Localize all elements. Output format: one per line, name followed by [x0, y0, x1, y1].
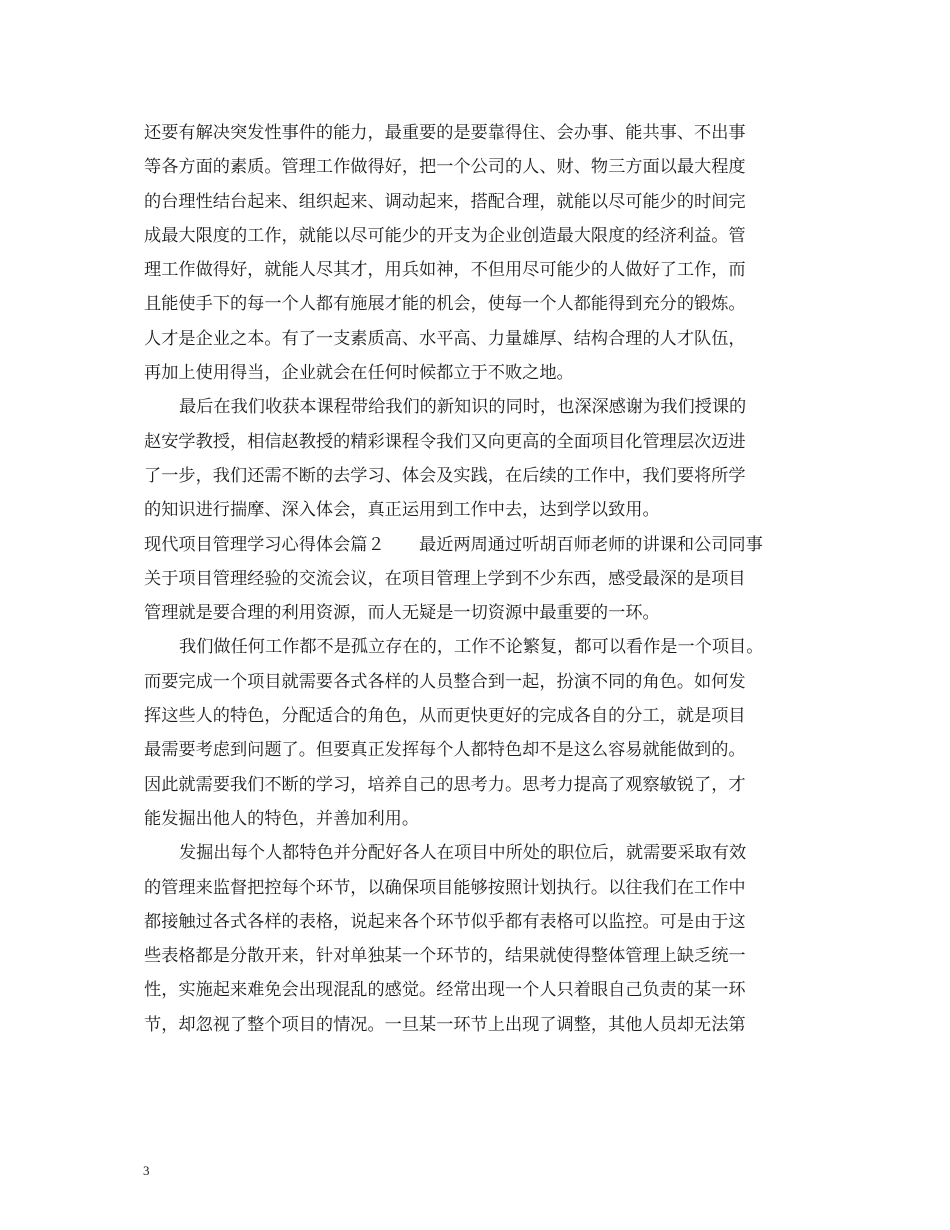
- text-line: 发掘出每个人都特色并分配好各人在项目中所处的职位后，就需要采取有效: [179, 843, 747, 864]
- text-line: 人才是企业之本。有了一支素质高、水平高、力量雄厚、结构合理的人才队伍，: [144, 328, 746, 349]
- text-line: 关于项目管理经验的交流会议，在项目管理上学到不少东西，感受最深的是项目: [144, 568, 746, 589]
- text-line: 我们做任何工作都不是孤立存在的，工作不论繁复，都可以看作是一个项目。: [179, 637, 764, 658]
- text-line: 现代项目管理学习心得体会篇２ 最近两周通过听胡百师老师的讲课和公司同事: [144, 534, 763, 555]
- text-line: 了一步，我们还需不断的去学习、体会及实践，在后续的工作中，我们要将所学: [144, 465, 746, 486]
- text-line: 因此就需要我们不断的学习，培养自己的思考力。思考力提高了观察敏锐了，才: [144, 774, 746, 795]
- text-line: 的台理性结台起来、组织起来、调动起来，搭配合理，就能以尽可能少的时间完: [144, 191, 746, 212]
- text-line: 且能使手下的每一个人都有施展才能的机会，使每一个人都能得到充分的锻炼。: [144, 294, 746, 315]
- text-line: 能发掘出他人的特色，并善加利用。: [144, 808, 420, 829]
- text-line: 性，实施起来难免会出现混乱的感觉。经常出现一个人只着眼自己负责的某一环: [144, 980, 746, 1001]
- text-line: 的管理来监督把控每个环节，以确保项目能够按照计划执行。以往我们在工作中: [144, 877, 746, 898]
- text-line: 些表格都是分散开来，针对单独某一个环节的，结果就使得整体管理上缺乏统一: [144, 946, 746, 967]
- body-text: [144, 116, 814, 1042]
- text-line: 节，却忽视了整个项目的情况。一旦某一环节上出现了调整，其他人员却无法第: [144, 1014, 746, 1035]
- text-line: 再加上使用得当，企业就会在任何时候都立于不败之地。: [144, 363, 574, 384]
- text-line: 挥这些人的特色，分配适合的角色，从而更快更好的完成各自的分工，就是项目: [144, 706, 746, 727]
- page-number: 3: [143, 1163, 150, 1178]
- text-line: 都接触过各式各样的表格，说起来各个环节似乎都有表格可以监控。可是由于这: [144, 911, 746, 932]
- text-line: 管理就是要合理的利用资源，而人无疑是一切资源中最重要的一环。: [144, 603, 660, 624]
- text-line: 最后在我们收获本课程带给我们的新知识的同时，也深深感谢为我们授课的: [179, 397, 747, 418]
- text-line: 而要完成一个项目就需要各式各样的人员整合到一起，扮演不同的角色。如何发: [144, 671, 746, 692]
- text-line: 还要有解决突发性事件的能力，最重要的是要靠得住、会办事、能共事、不出事: [144, 123, 746, 143]
- text-line: 的知识进行揣摩、深入体会，真正运用到工作中去，达到学以致用。: [144, 500, 660, 521]
- text-line: 理工作做得好，就能人尽其才，用兵如神，不但用尽可能少的人做好了工作，而: [144, 260, 746, 281]
- text-line: 赵安学教授，相信赵教授的精彩课程令我们又向更高的全面项目化管理层次迈进: [144, 431, 746, 452]
- text-line: 最需要考虑到问题了。但要真正发挥每个人都特色却不是这么容易就能做到的。: [144, 740, 746, 761]
- text-line: 成最大限度的工作，就能以尽可能少的开支为企业创造最大限度的经济利益。管: [144, 225, 746, 246]
- text-line: 等各方面的素质。管理工作做得好，把一个公司的人、财、物三方面以最大程度: [144, 157, 746, 178]
